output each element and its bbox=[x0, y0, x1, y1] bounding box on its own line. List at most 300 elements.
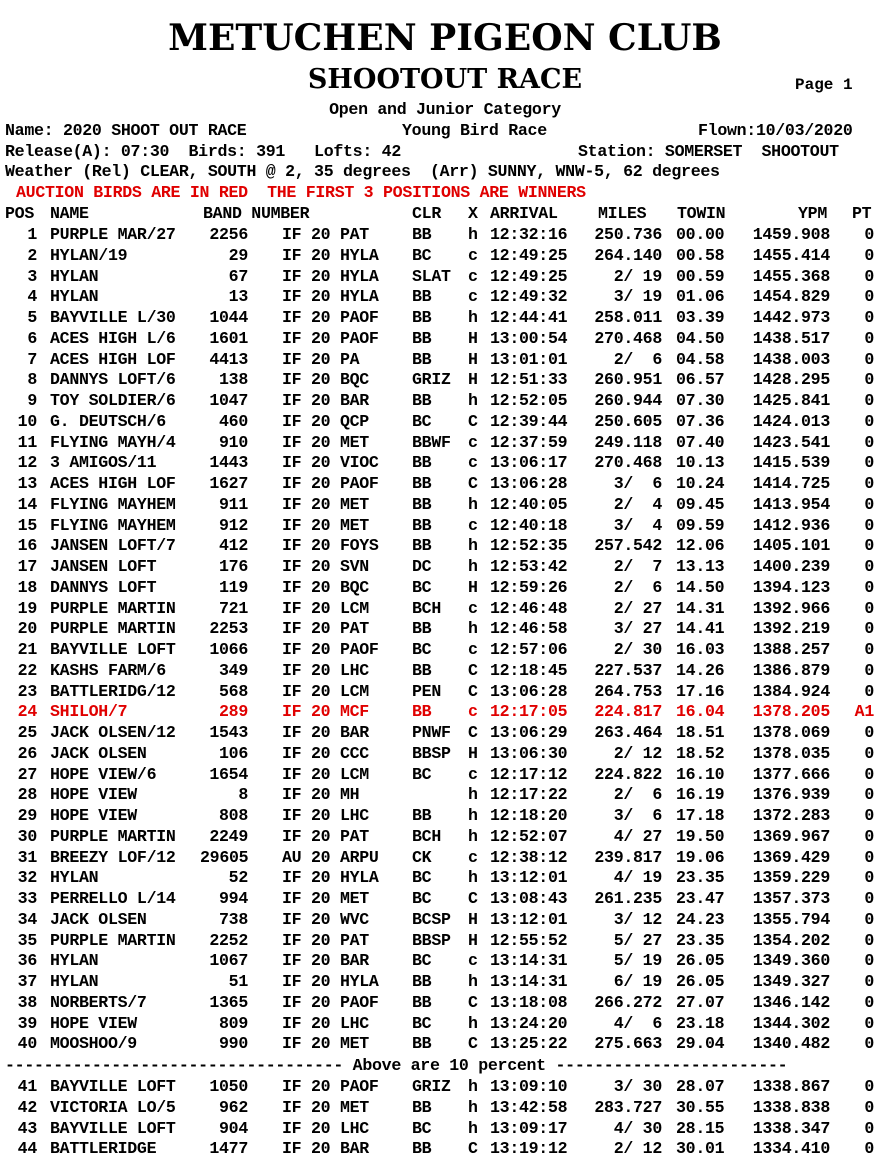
table-row bbox=[0, 806, 890, 827]
cell-towin: 09.59 bbox=[676, 515, 725, 535]
cell-x: c bbox=[468, 287, 478, 307]
cell-club: IF 20 PAOF bbox=[282, 992, 379, 1012]
cell-ypm: 1428.295 bbox=[752, 370, 830, 390]
cell-clr: BC bbox=[412, 1118, 432, 1138]
cell-club: IF 20 LCM bbox=[282, 681, 369, 701]
cell-band: 52 bbox=[228, 868, 248, 888]
cell-towin: 23.18 bbox=[676, 1013, 725, 1033]
table-row bbox=[0, 557, 890, 578]
cell-clr: BCH bbox=[412, 826, 441, 846]
cell-miles: 3/ 6 bbox=[613, 806, 662, 825]
cell-band: 67 bbox=[228, 266, 248, 286]
cell-pos: 18 bbox=[17, 577, 37, 597]
cell-miles: 264.140 bbox=[594, 245, 662, 265]
cell-pos: 24 bbox=[17, 702, 37, 722]
cell-pos: 7 bbox=[27, 349, 37, 369]
cell-name: SHILOH/7 bbox=[50, 702, 128, 722]
cell-pt: 0 bbox=[864, 245, 874, 265]
cell-band: 29605 bbox=[200, 847, 249, 867]
table-row bbox=[0, 785, 890, 806]
cell-clr: BCSP bbox=[412, 909, 451, 929]
cell-miles: 224.822 bbox=[594, 764, 662, 784]
cell-pt: 0 bbox=[864, 889, 874, 908]
cell-pos: 11 bbox=[17, 432, 37, 452]
cell-towin: 00.58 bbox=[676, 245, 725, 265]
cell-clr: BB bbox=[412, 619, 432, 639]
cell-pt: 0 bbox=[864, 868, 874, 888]
cell-clr: BB bbox=[412, 1097, 432, 1117]
cell-ypm: 1338.347 bbox=[752, 1118, 830, 1138]
cell-towin: 18.52 bbox=[676, 743, 725, 763]
table-row bbox=[0, 661, 890, 682]
cell-name: PURPLE MARTIN bbox=[50, 930, 176, 950]
cell-club: IF 20 MET bbox=[282, 494, 369, 514]
cell-arrival: 12:40:05 bbox=[490, 494, 568, 514]
cell-pos: 32 bbox=[17, 868, 37, 888]
cell-ypm: 1354.202 bbox=[752, 930, 830, 950]
cell-clr: BB bbox=[412, 308, 432, 327]
header-pt: PT bbox=[852, 204, 872, 223]
cell-pt: 0 bbox=[864, 411, 874, 431]
cell-clr: PEN bbox=[412, 681, 441, 701]
cell-x: c bbox=[468, 266, 478, 286]
cell-miles: 6/ 19 bbox=[613, 972, 662, 991]
cell-clr: BC bbox=[412, 868, 432, 888]
cell-ypm: 1369.967 bbox=[752, 826, 830, 846]
cell-name: DANNYS LOFT bbox=[50, 577, 157, 597]
cell-band: 51 bbox=[228, 972, 248, 991]
cell-band: 808 bbox=[219, 806, 248, 825]
cell-towin: 14.41 bbox=[676, 619, 725, 639]
cell-towin: 28.07 bbox=[676, 1077, 725, 1096]
cell-clr: BB bbox=[412, 1034, 432, 1054]
cell-arrival: 12:39:44 bbox=[490, 411, 568, 431]
cell-arrival: 13:01:01 bbox=[490, 349, 568, 369]
cell-towin: 29.04 bbox=[676, 1034, 725, 1054]
cell-arrival: 12:17:22 bbox=[490, 785, 568, 805]
cell-band: 1543 bbox=[209, 723, 248, 742]
cell-club: AU 20 ARPU bbox=[282, 847, 379, 867]
cell-band: 119 bbox=[219, 577, 248, 597]
header-towin: TOWIN bbox=[677, 204, 726, 223]
cell-pos: 1 bbox=[27, 225, 37, 244]
cell-name: JACK OLSEN/12 bbox=[50, 723, 176, 742]
cell-towin: 28.15 bbox=[676, 1118, 725, 1138]
cell-clr: BB bbox=[412, 702, 432, 722]
cell-clr: BB bbox=[412, 972, 432, 991]
cell-towin: 23.35 bbox=[676, 868, 725, 888]
cell-name: HYLAN bbox=[50, 266, 99, 286]
cell-pt: 0 bbox=[864, 743, 874, 763]
cell-club: IF 20 MET bbox=[282, 432, 369, 452]
cell-club: IF 20 MET bbox=[282, 1097, 369, 1117]
table-row bbox=[0, 578, 890, 599]
cell-x: h bbox=[468, 1118, 478, 1138]
cell-club: IF 20 BQC bbox=[282, 577, 369, 597]
cell-x: c bbox=[468, 515, 478, 535]
cell-miles: 2/ 6 bbox=[613, 577, 662, 597]
cell-pos: 19 bbox=[17, 598, 37, 618]
cell-ypm: 1372.283 bbox=[752, 806, 830, 825]
cell-x: c bbox=[468, 432, 478, 452]
cell-miles: 3/ 4 bbox=[613, 515, 662, 535]
cell-clr: BB bbox=[412, 992, 432, 1012]
cell-clr: SLAT bbox=[412, 266, 451, 286]
cell-band: 568 bbox=[219, 681, 248, 701]
cell-name: PURPLE MARTIN bbox=[50, 826, 176, 846]
cell-pos: 2 bbox=[27, 245, 37, 265]
cell-clr: BC bbox=[412, 640, 432, 659]
cell-pt: 0 bbox=[864, 1077, 874, 1096]
auction-notice: AUCTION BIRDS ARE IN RED THE FIRST 3 POSITIONS ARE WINNERS bbox=[16, 183, 586, 202]
cell-ypm: 1438.517 bbox=[752, 328, 830, 348]
cell-ypm: 1405.101 bbox=[752, 536, 830, 556]
cell-name: HOPE VIEW bbox=[50, 806, 137, 825]
cell-clr: BB bbox=[412, 660, 432, 680]
cell-miles: 2/ 12 bbox=[613, 743, 662, 763]
cell-arrival: 13:08:43 bbox=[490, 889, 568, 908]
cell-name: HYLAN bbox=[50, 287, 99, 307]
cell-club: IF 20 LHC bbox=[282, 806, 369, 825]
cell-pt: 0 bbox=[864, 1034, 874, 1054]
weather-info: Weather (Rel) CLEAR, SOUTH @ 2, 35 degrees (Arr) SUNNY, WNW-5, 62 degrees bbox=[5, 162, 720, 181]
cell-miles: 250.605 bbox=[594, 411, 662, 431]
cell-towin: 04.58 bbox=[676, 349, 725, 369]
cell-arrival: 12:44:41 bbox=[490, 308, 568, 327]
cell-x: c bbox=[468, 245, 478, 265]
cell-x: C bbox=[468, 1034, 478, 1054]
cell-band: 904 bbox=[219, 1118, 248, 1138]
cell-club: IF 20 PAOF bbox=[282, 308, 379, 327]
cell-towin: 16.19 bbox=[676, 785, 725, 805]
cell-club: IF 20 LCM bbox=[282, 764, 369, 784]
cell-ypm: 1455.368 bbox=[752, 266, 830, 286]
cell-arrival: 13:06:28 bbox=[490, 474, 568, 493]
cell-arrival: 13:06:30 bbox=[490, 743, 568, 763]
cell-ypm: 1424.013 bbox=[752, 411, 830, 431]
cell-pos: 23 bbox=[17, 681, 37, 701]
cell-miles: 2/ 7 bbox=[613, 557, 662, 576]
cell-band: 29 bbox=[228, 245, 248, 265]
cell-x: C bbox=[468, 1139, 478, 1159]
cell-name: HOPE VIEW bbox=[50, 1013, 137, 1033]
cell-miles: 3/ 27 bbox=[613, 619, 662, 639]
cell-name: ACES HIGH L/6 bbox=[50, 328, 176, 348]
cell-ypm: 1355.794 bbox=[752, 909, 830, 929]
cell-club: IF 20 LCM bbox=[282, 598, 369, 618]
cell-towin: 09.45 bbox=[676, 494, 725, 514]
cell-name: JACK OLSEN bbox=[50, 743, 147, 763]
cell-pt: 0 bbox=[864, 1097, 874, 1117]
cell-towin: 23.47 bbox=[676, 889, 725, 908]
cell-pos: 40 bbox=[17, 1034, 37, 1054]
table-row bbox=[0, 350, 890, 371]
cell-pos: 9 bbox=[27, 391, 37, 410]
cell-band: 106 bbox=[219, 743, 248, 763]
cell-miles: 270.468 bbox=[594, 453, 662, 473]
cell-towin: 07.36 bbox=[676, 411, 725, 431]
cell-miles: 275.663 bbox=[594, 1034, 662, 1054]
cell-arrival: 13:24:20 bbox=[490, 1013, 568, 1033]
cell-towin: 18.51 bbox=[676, 723, 725, 742]
cell-name: 3 AMIGOS/11 bbox=[50, 453, 157, 473]
cell-band: 176 bbox=[219, 557, 248, 576]
cell-miles: 5/ 19 bbox=[613, 951, 662, 971]
cell-pos: 5 bbox=[27, 308, 37, 327]
cell-pos: 35 bbox=[17, 930, 37, 950]
cell-clr: BC bbox=[412, 764, 432, 784]
cell-towin: 14.50 bbox=[676, 577, 725, 597]
cell-ypm: 1413.954 bbox=[752, 494, 830, 514]
cell-pt: 0 bbox=[864, 536, 874, 556]
table-row bbox=[0, 329, 890, 350]
cell-band: 809 bbox=[219, 1013, 248, 1033]
cell-miles: 270.468 bbox=[594, 328, 662, 348]
cell-band: 738 bbox=[219, 909, 248, 929]
cell-arrival: 12:49:32 bbox=[490, 287, 568, 307]
cell-pt: 0 bbox=[864, 349, 874, 369]
cell-towin: 12.06 bbox=[676, 536, 725, 556]
cell-pos: 31 bbox=[17, 847, 37, 867]
cell-clr: DC bbox=[412, 557, 432, 576]
cell-arrival: 12:46:48 bbox=[490, 598, 568, 618]
cell-name: ACES HIGH LOF bbox=[50, 474, 176, 493]
cell-pt: 0 bbox=[864, 806, 874, 825]
cell-x: H bbox=[468, 577, 478, 597]
cell-clr: BBWF bbox=[412, 432, 451, 452]
cell-band: 1047 bbox=[209, 391, 248, 410]
cell-x: h bbox=[468, 1097, 478, 1117]
cell-band: 349 bbox=[219, 660, 248, 680]
cell-x: c bbox=[468, 453, 478, 473]
table-row bbox=[0, 370, 890, 391]
cell-arrival: 12:57:06 bbox=[490, 640, 568, 659]
cell-arrival: 13:09:17 bbox=[490, 1118, 568, 1138]
cell-miles: 3/ 12 bbox=[613, 909, 662, 929]
cell-name: G. DEUTSCH/6 bbox=[50, 411, 166, 431]
cell-band: 911 bbox=[219, 494, 248, 514]
race-title: SHOOTOUT RACE bbox=[307, 64, 583, 95]
cell-x: C bbox=[468, 411, 478, 431]
cell-miles: 250.736 bbox=[594, 225, 662, 244]
table-row bbox=[0, 972, 890, 993]
cell-pt: 0 bbox=[864, 930, 874, 950]
cell-miles: 4/ 27 bbox=[613, 826, 662, 846]
cell-name: PURPLE MARTIN bbox=[50, 598, 176, 618]
cell-x: H bbox=[468, 349, 478, 369]
cell-miles: 4/ 30 bbox=[613, 1118, 662, 1138]
cell-arrival: 13:42:58 bbox=[490, 1097, 568, 1117]
cell-pt: 0 bbox=[864, 723, 874, 742]
cell-towin: 14.26 bbox=[676, 660, 725, 680]
cell-name: NORBERTS/7 bbox=[50, 992, 147, 1012]
cell-miles: 3/ 19 bbox=[613, 287, 662, 307]
cell-towin: 14.31 bbox=[676, 598, 725, 618]
cell-arrival: 12:52:35 bbox=[490, 536, 568, 556]
cell-pt: 0 bbox=[864, 681, 874, 701]
cell-club: IF 20 HYLA bbox=[282, 245, 379, 265]
cell-x: c bbox=[468, 951, 478, 971]
cell-club: IF 20 VIOC bbox=[282, 453, 379, 473]
cell-ypm: 1357.373 bbox=[752, 889, 830, 908]
cell-name: KASHS FARM/6 bbox=[50, 660, 166, 680]
cell-pos: 42 bbox=[17, 1097, 37, 1117]
cell-pt: 0 bbox=[864, 328, 874, 348]
cell-club: IF 20 MET bbox=[282, 889, 369, 908]
cell-clr: BCH bbox=[412, 598, 441, 618]
cell-name: ACES HIGH LOF bbox=[50, 349, 176, 369]
table-row bbox=[0, 993, 890, 1014]
cell-name: BATTLERIDGE bbox=[50, 1139, 157, 1159]
cell-band: 460 bbox=[219, 411, 248, 431]
cell-pt: 0 bbox=[864, 515, 874, 535]
cell-pt: 0 bbox=[864, 640, 874, 659]
cell-name: HYLAN bbox=[50, 972, 99, 991]
cell-pt: 0 bbox=[864, 1013, 874, 1033]
cell-arrival: 12:49:25 bbox=[490, 245, 568, 265]
cell-towin: 00.59 bbox=[676, 266, 725, 286]
cell-miles: 2/ 12 bbox=[613, 1139, 662, 1159]
cell-pt: A1 bbox=[854, 702, 874, 722]
cell-x: H bbox=[468, 909, 478, 929]
cell-x: h bbox=[468, 225, 478, 244]
cell-arrival: 12:59:26 bbox=[490, 577, 568, 597]
cell-x: C bbox=[468, 660, 478, 680]
cell-club: IF 20 HYLA bbox=[282, 287, 379, 307]
cell-ypm: 1346.142 bbox=[752, 992, 830, 1012]
cell-ypm: 1388.257 bbox=[752, 640, 830, 659]
cell-ypm: 1423.541 bbox=[752, 432, 830, 452]
cell-miles: 260.944 bbox=[594, 391, 662, 410]
table-row bbox=[0, 453, 890, 474]
cell-name: VICTORIA LO/5 bbox=[50, 1097, 176, 1117]
cell-club: IF 20 MET bbox=[282, 515, 369, 535]
cell-band: 1654 bbox=[209, 764, 248, 784]
cell-x: C bbox=[468, 723, 478, 742]
cell-band: 2249 bbox=[209, 826, 248, 846]
cell-club: IF 20 SVN bbox=[282, 557, 369, 576]
cell-clr: BBSP bbox=[412, 930, 451, 950]
cell-clr: BC bbox=[412, 951, 432, 971]
cell-towin: 19.50 bbox=[676, 826, 725, 846]
cell-x: c bbox=[468, 847, 478, 867]
cell-pos: 8 bbox=[27, 370, 37, 390]
cell-clr: BC bbox=[412, 577, 432, 597]
cell-towin: 07.40 bbox=[676, 432, 725, 452]
cell-club: IF 20 PAOF bbox=[282, 640, 379, 659]
cell-name: HOPE VIEW/6 bbox=[50, 764, 157, 784]
header-arrival: ARRIVAL bbox=[490, 204, 558, 223]
cell-arrival: 12:55:52 bbox=[490, 930, 568, 950]
cell-clr: BB bbox=[412, 225, 432, 244]
cell-pt: 0 bbox=[864, 598, 874, 618]
table-header bbox=[0, 204, 890, 225]
cell-name: BATTLERIDG/12 bbox=[50, 681, 176, 701]
table-row bbox=[0, 267, 890, 288]
cell-x: c bbox=[468, 702, 478, 722]
cell-pos: 36 bbox=[17, 951, 37, 971]
cell-pos: 3 bbox=[27, 266, 37, 286]
cell-clr: BC bbox=[412, 411, 432, 431]
cell-ypm: 1378.205 bbox=[752, 702, 830, 722]
cell-miles: 249.118 bbox=[594, 432, 662, 452]
cell-pos: 30 bbox=[17, 826, 37, 846]
cell-arrival: 12:53:42 bbox=[490, 557, 568, 576]
cell-clr: BB bbox=[412, 536, 432, 556]
table-row bbox=[0, 848, 890, 869]
cell-towin: 13.13 bbox=[676, 557, 725, 576]
header-band: BAND NUMBER bbox=[203, 204, 310, 223]
cell-miles: 4/ 19 bbox=[613, 868, 662, 888]
table-row bbox=[0, 827, 890, 848]
cell-band: 1067 bbox=[209, 951, 248, 971]
cell-band: 8 bbox=[238, 785, 248, 805]
cell-club: IF 20 PAOF bbox=[282, 328, 379, 348]
cell-miles: 266.272 bbox=[594, 992, 662, 1012]
cell-x: h bbox=[468, 972, 478, 991]
cell-miles: 2/ 19 bbox=[613, 266, 662, 286]
cell-ypm: 1349.360 bbox=[752, 951, 830, 971]
cell-pos: 22 bbox=[17, 660, 37, 680]
cell-clr: BB bbox=[412, 287, 432, 307]
cell-name: JANSEN LOFT bbox=[50, 557, 157, 576]
table-row bbox=[0, 433, 890, 454]
cell-towin: 30.01 bbox=[676, 1139, 725, 1159]
cell-pt: 0 bbox=[864, 432, 874, 452]
cell-club: IF 20 BAR bbox=[282, 951, 369, 971]
cell-ypm: 1369.429 bbox=[752, 847, 830, 867]
cell-towin: 01.06 bbox=[676, 287, 725, 307]
cell-x: h bbox=[468, 806, 478, 825]
cell-pos: 21 bbox=[17, 640, 37, 659]
table-row bbox=[0, 910, 890, 931]
cell-pos: 20 bbox=[17, 619, 37, 639]
cell-ypm: 1378.035 bbox=[752, 743, 830, 763]
cell-club: IF 20 BAR bbox=[282, 723, 369, 742]
cell-club: IF 20 HYLA bbox=[282, 266, 379, 286]
cell-club: IF 20 MET bbox=[282, 1034, 369, 1054]
cell-x: h bbox=[468, 785, 478, 805]
cell-pos: 16 bbox=[17, 536, 37, 556]
cell-pt: 0 bbox=[864, 826, 874, 846]
cell-ypm: 1392.219 bbox=[752, 619, 830, 639]
cell-ypm: 1378.069 bbox=[752, 723, 830, 742]
cell-arrival: 13:14:31 bbox=[490, 972, 568, 991]
cell-arrival: 12:52:05 bbox=[490, 391, 568, 410]
table-row bbox=[0, 516, 890, 537]
cell-pt: 0 bbox=[864, 992, 874, 1012]
cell-ypm: 1400.239 bbox=[752, 557, 830, 576]
cell-towin: 26.05 bbox=[676, 972, 725, 991]
cell-pt: 0 bbox=[864, 391, 874, 410]
cell-club: IF 20 LHC bbox=[282, 1118, 369, 1138]
cell-pos: 17 bbox=[17, 557, 37, 576]
cell-x: h bbox=[468, 1077, 478, 1096]
cell-club: IF 20 PAOF bbox=[282, 474, 379, 493]
cell-ypm: 1349.327 bbox=[752, 972, 830, 991]
cell-arrival: 13:00:54 bbox=[490, 328, 568, 348]
cell-ypm: 1425.841 bbox=[752, 391, 830, 410]
cell-ypm: 1454.829 bbox=[752, 287, 830, 307]
cell-x: C bbox=[468, 889, 478, 908]
cell-clr: GRIZ bbox=[412, 1077, 451, 1096]
cell-band: 962 bbox=[219, 1097, 248, 1117]
table-row bbox=[0, 287, 890, 308]
cell-club: IF 20 HYLA bbox=[282, 868, 379, 888]
cell-pt: 0 bbox=[864, 972, 874, 991]
cell-club: IF 20 CCC bbox=[282, 743, 369, 763]
cell-towin: 16.04 bbox=[676, 702, 725, 722]
